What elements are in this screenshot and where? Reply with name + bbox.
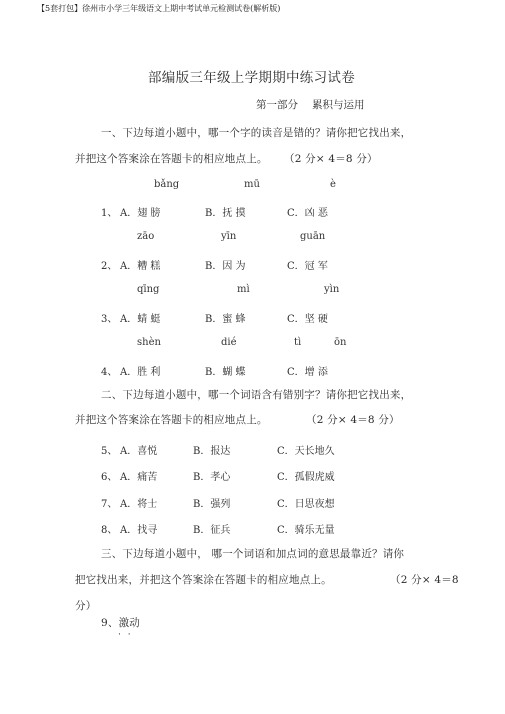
option-b: B．强列 <box>193 499 231 510</box>
option-b: B．因 为 <box>205 261 246 272</box>
pinyin-3b: mì <box>237 284 250 295</box>
option-b: B．蜜 蜂 <box>205 314 246 325</box>
option-a: A．糟 糕 <box>120 261 161 272</box>
emphasis-dots: · · <box>118 630 133 640</box>
option-c: C．骑乐无量 <box>277 525 335 536</box>
pinyin-2a: zāo <box>137 231 155 242</box>
pinyin-4c: tì <box>294 337 302 348</box>
q2-instruction-line2: 并把这个答案涂在答题卡的相应地点上。 <box>75 414 268 426</box>
option-a: A．将士 <box>120 499 158 510</box>
q3-instruction-line1: 三、下边每道小题中， 哪一个词语和加点词的意思最靠近？请你 <box>101 548 405 560</box>
pinyin-3a: qīng <box>137 284 160 295</box>
option-a: A．痛苦 <box>120 472 158 483</box>
q3-score: （2 分× 4＝8 <box>390 574 459 586</box>
part-label: 第一部分 <box>256 99 298 111</box>
q2-score: （2 分× 4＝8 分） <box>306 414 400 426</box>
q1-score: （2 分× 4＝8 分） <box>284 153 378 165</box>
page-title: 部编版三年级上学期期中练习试卷 <box>148 70 355 86</box>
pinyin-2c: guān <box>300 231 326 242</box>
option-b: B．蝴 蝶 <box>205 367 246 378</box>
option-c: C．增 添 <box>287 367 328 378</box>
option-c: C．孤假虎威 <box>277 472 335 483</box>
item-number: 5、 <box>101 446 118 457</box>
item-number: 3、 <box>101 314 118 325</box>
part-title: 累积与运用 <box>312 99 365 111</box>
option-a: A．喜悦 <box>120 446 158 457</box>
option-a: A．蜻 蜓 <box>120 314 161 325</box>
option-c: C．凶 恶 <box>287 208 328 219</box>
pinyin-3c: yìn <box>324 284 340 295</box>
q1-instruction-line1: 一、下边每道小题中，哪一个字的读音是错的？请你把它找出来， <box>101 127 412 139</box>
option-a: A．找寻 <box>120 525 158 536</box>
option-b: B．孝心 <box>193 472 231 483</box>
item-number: 6、 <box>101 472 118 483</box>
item-number: 1、 <box>101 208 118 219</box>
document-header: 【5套打包】徐州市小学三年级语文上期中考试单元检测试卷(解析版) <box>37 4 281 13</box>
q3-instruction-line3: 分） <box>75 600 97 612</box>
pinyin-1c: è <box>330 179 336 190</box>
option-b: B．抚 摸 <box>205 208 246 219</box>
q1-instruction-line2: 并把这个答案涂在答题卡的相应地点上。 <box>75 153 268 165</box>
q3-instruction-line2: 把它找出来，并把这个答案涂在答题卡的相应地点上。 <box>75 574 332 586</box>
pinyin-1a: bǎng <box>154 179 180 190</box>
item-9: 9、激动 <box>101 617 140 629</box>
pinyin-2b: yīn <box>221 231 237 242</box>
q2-instruction-line1: 二、下边每道小题中，哪一个词语含有错别字？请你把它找出来， <box>101 389 412 401</box>
option-c: C．天长地久 <box>277 446 335 457</box>
item-number: 4、 <box>101 367 118 378</box>
item-number: 8、 <box>101 525 118 536</box>
option-c: C．冠 军 <box>287 261 328 272</box>
option-b: B．报达 <box>193 446 231 457</box>
option-a: A．胜 利 <box>120 367 161 378</box>
pinyin-4d: ōn <box>334 337 347 348</box>
option-b: B．征兵 <box>193 525 231 536</box>
item-number: 2、 <box>101 261 118 272</box>
item-number: 7、 <box>101 499 118 510</box>
option-c: C．日思夜想 <box>277 499 335 510</box>
pinyin-1b: mū <box>244 179 260 190</box>
pinyin-4b: dié <box>221 337 237 348</box>
option-a: A．翅 膀 <box>120 208 161 219</box>
option-c: C．坚 硬 <box>287 314 328 325</box>
pinyin-4a: shèn <box>137 337 161 348</box>
